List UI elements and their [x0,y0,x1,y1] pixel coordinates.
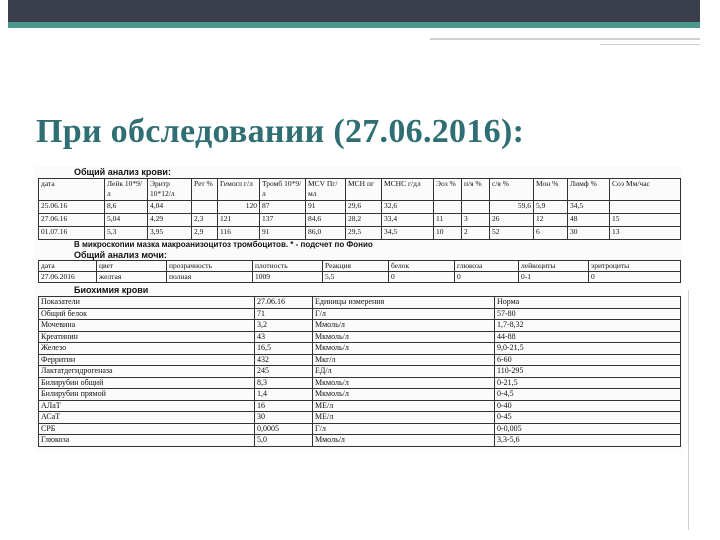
biochem-cell: 16 [255,400,313,412]
cbc-note: В микроскопии мазка макроанизоцитоз тромбоцитов. * - подсчет по Фонио [74,240,373,249]
cbc-cell: 26 [490,214,534,227]
slide-title: При обследовании (27.06.2016): [36,113,525,150]
biochem-cell: Креатинин [39,331,255,343]
cbc-cell: 34,5 [382,227,434,240]
biochem-row [39,423,681,435]
cbc-header-cell: MCH пг [346,179,382,201]
biochem-row [39,343,681,355]
cbc-cell: 2,9 [192,227,218,240]
cbc-cell: 34,5 [568,201,610,214]
urine-cell: 0 [389,272,455,283]
cbc-cell [462,201,490,214]
biochem-cell: 0-45 [495,412,681,424]
cbc-cell: 33,4 [382,214,434,227]
cbc-cell: 137 [260,214,306,227]
cbc-cell: 5,9 [534,201,568,214]
biochem-row [39,354,681,366]
decorative-vertical-rule [688,290,689,530]
biochem-cell: Билирубин прямой [39,389,255,401]
cbc-row [39,201,681,214]
cbc-header-cell: Эритр 10*12/л [148,179,192,201]
cbc-cell: 48 [568,214,610,227]
cbc-header-cell: с/я % [490,179,534,201]
cbc-cell [610,201,681,214]
biochem-cell: 245 [255,366,313,378]
cbc-cell: 10 [434,227,462,240]
cbc-header-cell: MCV Пг/мл [306,179,346,201]
cbc-cell: 2 [462,227,490,240]
cbc-cell: 91 [306,201,346,214]
cbc-header-cell: Гемогл г/л [218,179,260,201]
cbc-cell: 52 [490,227,534,240]
cbc-cell: 3 [462,214,490,227]
cbc-cell: 28,2 [346,214,382,227]
cbc-cell: 87 [260,201,306,214]
cbc-table [38,178,681,240]
biochem-cell: АСаТ [39,412,255,424]
biochem-cell: 43 [255,331,313,343]
cbc-section-title: Общий анализ крови: [74,167,171,177]
urine-header-cell: глюкоза [455,261,519,272]
decorative-rule [430,38,700,40]
biochem-cell: Мочевина [39,320,255,332]
cbc-cell: 59,6 [490,201,534,214]
cbc-cell: 6 [534,227,568,240]
cbc-cell: 86,0 [306,227,346,240]
cbc-cell: 8,6 [105,201,148,214]
biochem-cell: Глюкоза [39,435,255,447]
cbc-header-cell: дата [39,179,105,201]
biochem-cell: Г/л [313,423,495,435]
cbc-cell: 4,29 [148,214,192,227]
biochem-cell: 44-88 [495,331,681,343]
cbc-header-cell: Мон % [534,179,568,201]
biochem-cell: ЕД/л [313,366,495,378]
header-accent-stripe [8,22,700,28]
cbc-cell: 5,04 [105,214,148,227]
biochem-cell: 1,4 [255,389,313,401]
urine-header-cell: дата [39,261,97,272]
biochem-table [38,296,681,447]
cbc-cell: 11 [434,214,462,227]
biochem-cell: Мкмоль/л [313,331,495,343]
cbc-row [39,227,681,240]
biochem-cell: Ферритин [39,354,255,366]
cbc-cell: 25.06.16 [39,201,105,214]
cbc-cell: 84,6 [306,214,346,227]
biochem-row [39,320,681,332]
biochem-row [39,389,681,401]
urine-header-row [39,261,681,272]
cbc-cell: 27.06.16 [39,214,105,227]
biochem-cell: Общий белок [39,308,255,320]
biochem-row [39,435,681,447]
biochem-cell: 6-60 [495,354,681,366]
biochem-cell: 9,0-21,5 [495,343,681,355]
urine-cell: 5,5 [323,272,389,283]
cbc-cell: 121 [218,214,260,227]
biochem-row [39,377,681,389]
cbc-header-cell: Соэ Мм/час [610,179,681,201]
cbc-cell: 13 [610,227,681,240]
urine-cell: 27.06.2016 [39,272,97,283]
biochem-cell: 30 [255,412,313,424]
biochem-cell: 8,3 [255,377,313,389]
cbc-cell: 29,5 [346,227,382,240]
urine-header-cell: Реакция [323,261,389,272]
biochem-row [39,400,681,412]
cbc-header-cell: Тромб 10*9/л [260,179,306,201]
biochem-cell: 1,7-8,32 [495,320,681,332]
cbc-cell: 4,04 [148,201,192,214]
cbc-cell: 32,6 [382,201,434,214]
cbc-header-row [39,179,681,201]
biochem-cell: Ммоль/л [313,320,495,332]
biochem-cell: 0,0005 [255,423,313,435]
scanned-document [34,166,682,452]
biochem-cell: 5,0 [255,435,313,447]
cbc-header-cell: Рет % [192,179,218,201]
cbc-header-cell: MCHC г/дл [382,179,434,201]
biochem-cell: Мкг/л [313,354,495,366]
biochem-header-row [39,297,681,309]
urine-header-cell: лейкоциты [519,261,589,272]
cbc-header-cell: Лейк 10*9/л [105,179,148,201]
urine-header-cell: прозрачность [167,261,253,272]
biochem-header-cell: Норма [495,297,681,309]
biochem-cell: 16,5 [255,343,313,355]
biochem-header-cell: Единицы измерения [313,297,495,309]
biochem-cell: АЛаТ [39,400,255,412]
biochem-cell: Мкмоль/л [313,389,495,401]
cbc-header-cell: п/я % [462,179,490,201]
urine-cell: 0 [589,272,681,283]
biochem-row [39,412,681,424]
biochem-cell: Мкмоль/л [313,343,495,355]
cbc-cell: 5,3 [105,227,148,240]
cbc-cell: 91 [260,227,306,240]
urine-header-cell: плотность [253,261,323,272]
biochem-cell: 110-295 [495,366,681,378]
urine-header-cell: цвет [97,261,167,272]
biochem-cell: Железо [39,343,255,355]
biochem-cell: МЕ/л [313,400,495,412]
urine-cell: 0 [455,272,519,283]
cbc-cell: 01.07.16 [39,227,105,240]
biochem-cell: 432 [255,354,313,366]
cbc-cell: 3,95 [148,227,192,240]
cbc-cell [434,201,462,214]
biochem-header-cell: Показатели [39,297,255,309]
cbc-cell: 116 [218,227,260,240]
decorative-rule-short [600,44,700,45]
cbc-cell: 30 [568,227,610,240]
biochem-cell: 0-4,5 [495,389,681,401]
biochem-cell: 0-21,5 [495,377,681,389]
cbc-row [39,214,681,227]
biochem-cell: Билирубин общий [39,377,255,389]
biochem-cell: 71 [255,308,313,320]
urine-cell: полная [167,272,253,283]
urine-table [38,260,681,283]
biochem-cell: Лактатдегидрогеназа [39,366,255,378]
urine-section-title: Общий анализ мочи: [74,250,167,260]
cbc-cell: 120 [218,201,260,214]
urine-header-cell: эритроциты [589,261,681,272]
cbc-header-cell: Лимф % [568,179,610,201]
cbc-cell: 12 [534,214,568,227]
biochem-cell: 3,3-5,6 [495,435,681,447]
biochem-cell: 0-0,005 [495,423,681,435]
biochem-row [39,331,681,343]
biochem-row [39,366,681,378]
biochem-cell: МЕ/л [313,412,495,424]
biochem-header-cell: 27.06.16 [255,297,313,309]
cbc-cell [192,201,218,214]
biochem-row [39,308,681,320]
cbc-header-cell: Эоз % [434,179,462,201]
cbc-cell: 2,3 [192,214,218,227]
biochem-section-title: Биохимия крови [74,285,149,295]
biochem-cell: 3,2 [255,320,313,332]
biochem-cell: 0-40 [495,400,681,412]
urine-cell: 1009 [253,272,323,283]
cbc-cell: 29,6 [346,201,382,214]
cbc-cell: 15 [610,214,681,227]
biochem-cell: Мкмоль/л [313,377,495,389]
header-bar [8,0,700,22]
urine-row [39,272,681,283]
urine-cell: 0-1 [519,272,589,283]
biochem-cell: Г/л [313,308,495,320]
biochem-cell: 57-80 [495,308,681,320]
biochem-cell: Ммоль/л [313,435,495,447]
urine-header-cell: белок [389,261,455,272]
biochem-cell: СРБ [39,423,255,435]
urine-cell: желтая [97,272,167,283]
